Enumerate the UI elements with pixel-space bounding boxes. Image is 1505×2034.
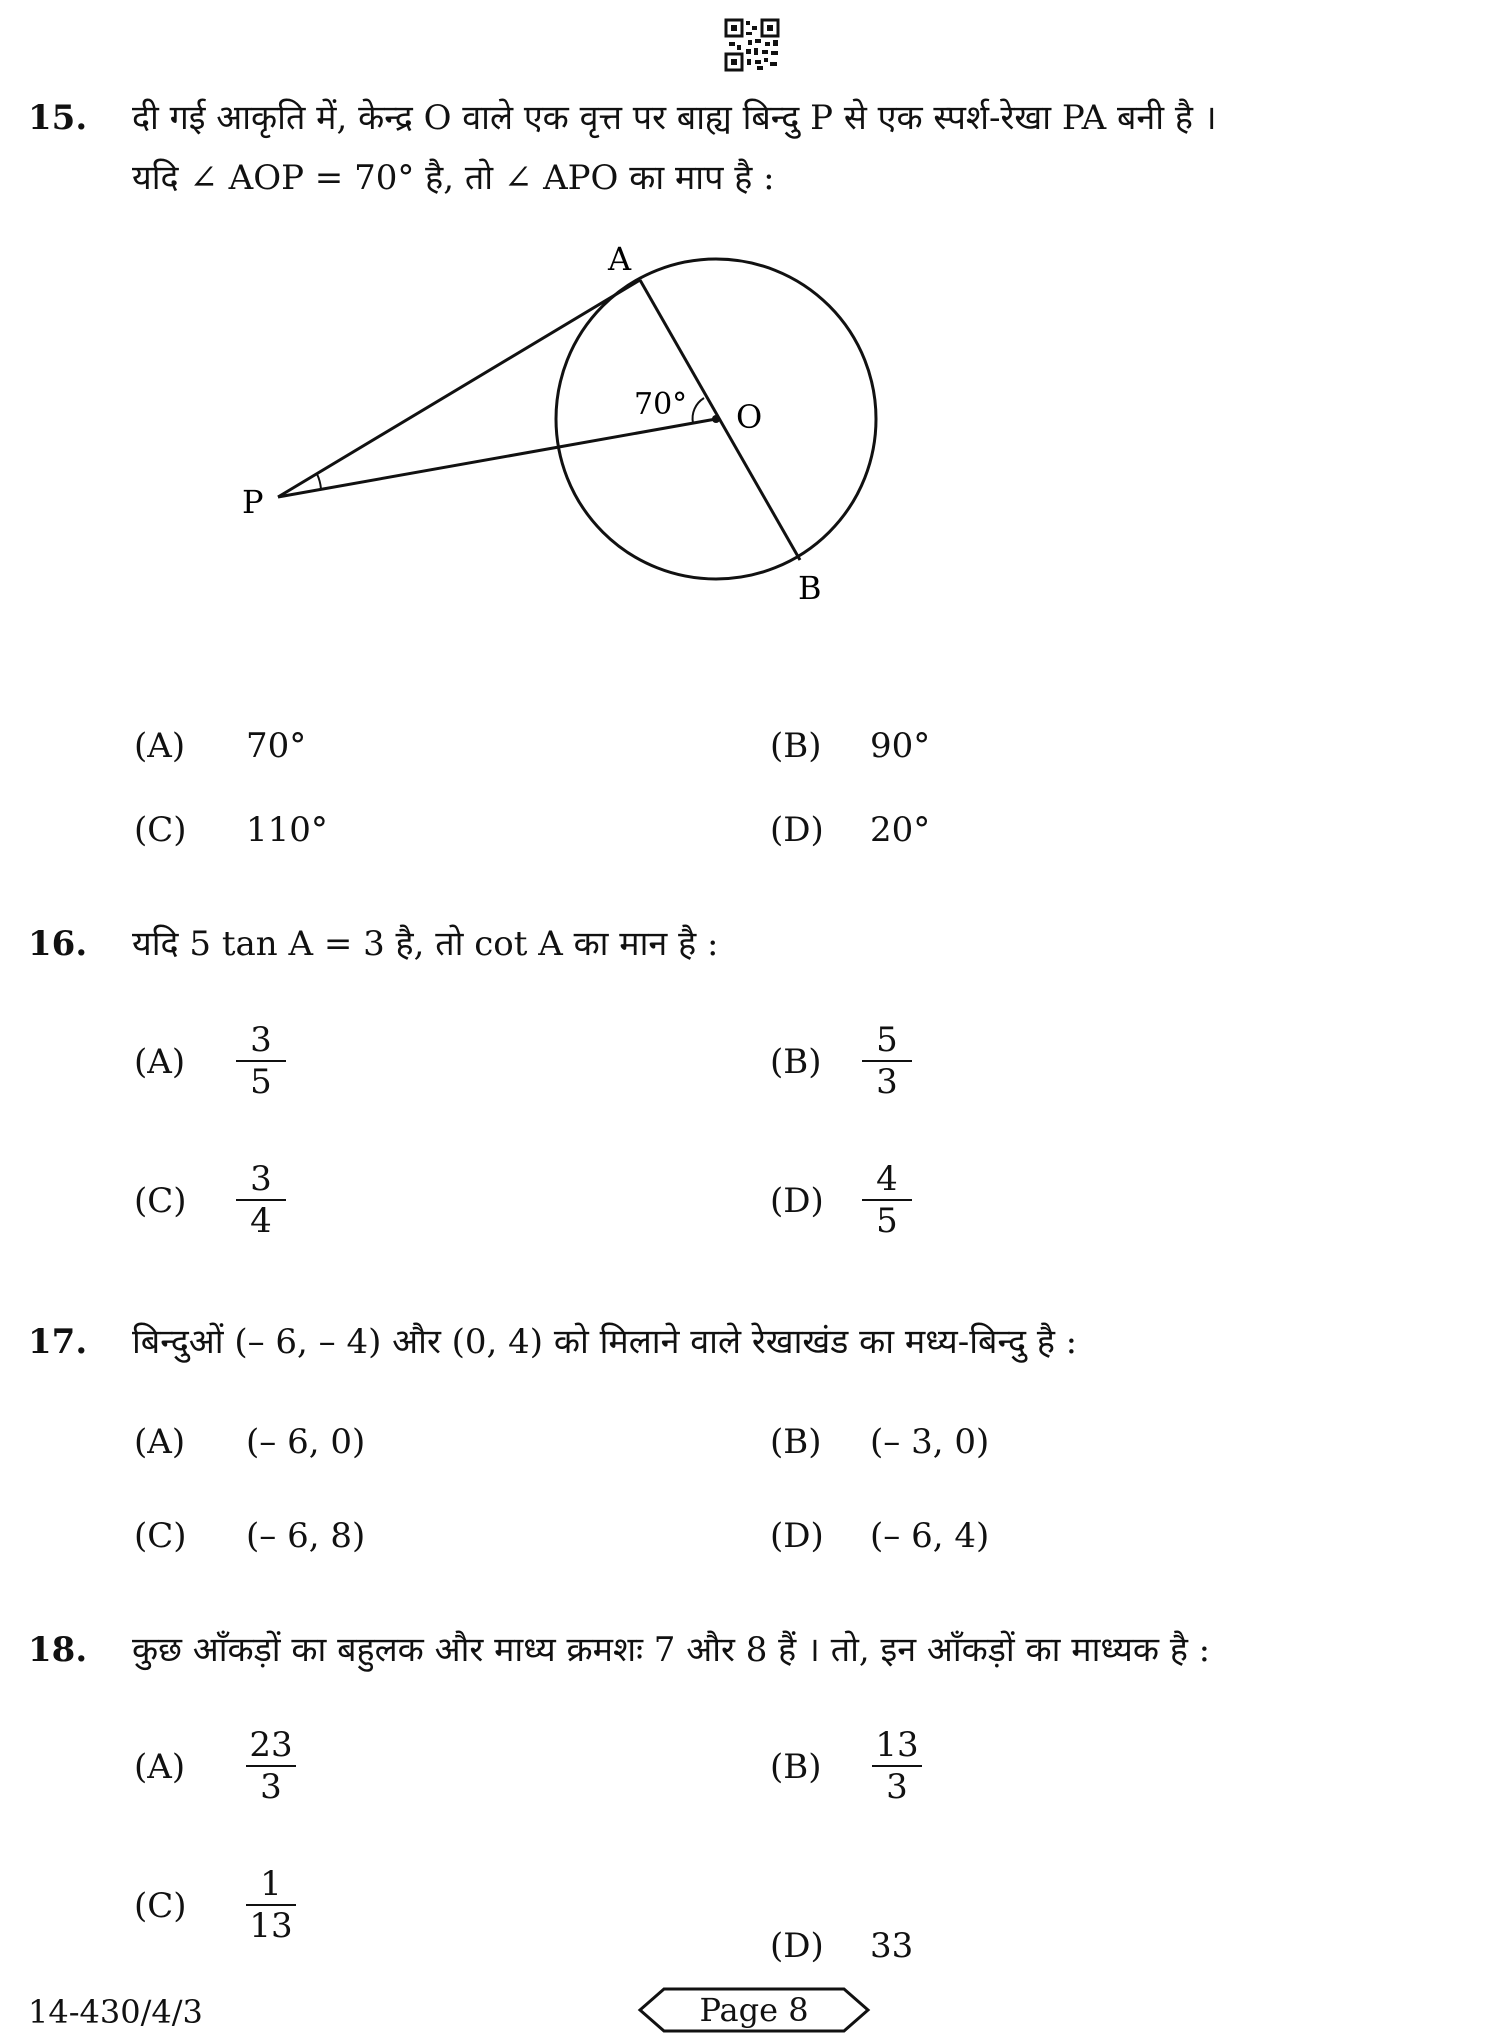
option-17-a xyxy=(134,1402,694,1482)
question-number: 17. xyxy=(28,1322,88,1362)
fraction xyxy=(872,1727,922,1805)
option-18-d xyxy=(770,1866,1330,1966)
fraction xyxy=(246,1866,296,1944)
option-18-c xyxy=(134,1866,694,1946)
option-15-a xyxy=(134,706,694,786)
page-number: Page 8 xyxy=(699,1991,809,2029)
denominator: 5 xyxy=(876,1201,898,1241)
option-label: (A) xyxy=(134,1042,186,1082)
fraction xyxy=(862,1022,912,1100)
option-17-b xyxy=(770,1402,1330,1482)
option-value: (– 6, 4) xyxy=(870,1516,990,1556)
option-17-d xyxy=(770,1496,1330,1576)
option-18-a xyxy=(134,1727,694,1807)
option-label: (C) xyxy=(134,1516,187,1556)
denominator: 3 xyxy=(876,1062,898,1102)
option-17-c xyxy=(134,1496,694,1576)
option-label: (A) xyxy=(134,726,186,766)
tangent-circle-figure xyxy=(200,230,920,620)
label-o: O xyxy=(736,398,763,436)
angle-arc-apo xyxy=(317,474,321,489)
question-18 xyxy=(28,1620,1468,1680)
fraction xyxy=(862,1161,912,1239)
option-label: (A) xyxy=(134,1422,186,1462)
numerator: 3 xyxy=(250,1159,272,1199)
option-value: (– 6, 8) xyxy=(246,1516,366,1556)
question-text-line2: यदि ∠ AOP = 70° है, तो ∠ APO का माप है : xyxy=(132,158,775,198)
option-label: (C) xyxy=(134,810,187,850)
question-text: कुछ आँकड़ों का बहुलक और माध्य क्रमशः 7 और 8 हैं । तो, इन आँकड़ों का माध्यक है : xyxy=(132,1630,1211,1670)
option-value: (– 6, 0) xyxy=(246,1422,366,1462)
question-16 xyxy=(28,914,1468,974)
angle-label: 70° xyxy=(634,387,688,422)
option-value: 70° xyxy=(246,726,307,766)
denominator: 3 xyxy=(260,1767,282,1807)
question-17 xyxy=(28,1312,1468,1372)
option-label: (C) xyxy=(134,1181,187,1221)
numerator: 3 xyxy=(250,1020,272,1060)
question-number: 15. xyxy=(28,98,88,138)
option-16-b xyxy=(770,1022,1330,1102)
option-15-b xyxy=(770,706,1330,786)
denominator: 5 xyxy=(250,1062,272,1102)
option-15-d xyxy=(770,790,1330,870)
option-label: (C) xyxy=(134,1886,187,1926)
option-value: (– 3, 0) xyxy=(870,1422,990,1462)
numerator: 5 xyxy=(876,1020,898,1060)
option-18-b xyxy=(770,1727,1330,1807)
question-text: यदि 5 tan A = 3 है, तो cot A का मान है : xyxy=(132,924,719,964)
option-value: 33 xyxy=(870,1926,914,1966)
question-number: 16. xyxy=(28,924,88,964)
label-b: B xyxy=(798,569,822,607)
center-point xyxy=(712,415,720,423)
question-text-line1: दी गई आकृति में, केन्द्र O वाले एक वृत्त पर बाह्य बिन्दु P से एक स्पर्श-रेखा PA बनी है । xyxy=(132,98,1217,138)
label-p: P xyxy=(242,483,264,521)
fraction xyxy=(246,1727,296,1805)
label-a: A xyxy=(608,240,632,278)
numerator: 23 xyxy=(249,1725,293,1765)
question-text: बिन्दुओं (– 6, – 4) और (0, 4) को मिलाने वाले रेखाखंड का मध्य-बिन्दु है : xyxy=(132,1322,1078,1362)
angle-arc-aop xyxy=(693,398,704,423)
option-label: (B) xyxy=(770,1042,822,1082)
question-number: 18. xyxy=(28,1630,88,1670)
option-label: (D) xyxy=(770,1926,824,1966)
option-value: 110° xyxy=(246,810,328,850)
option-15-c xyxy=(134,790,694,870)
option-label: (A) xyxy=(134,1747,186,1787)
option-label: (B) xyxy=(770,1422,822,1462)
numerator: 4 xyxy=(876,1159,898,1199)
numerator: 13 xyxy=(875,1725,919,1765)
fraction xyxy=(236,1161,286,1239)
option-value: 90° xyxy=(870,726,931,766)
option-16-c xyxy=(134,1161,694,1241)
option-label: (D) xyxy=(770,810,824,850)
option-label: (D) xyxy=(770,1181,824,1221)
denominator: 13 xyxy=(249,1906,293,1946)
option-value: 20° xyxy=(870,810,931,850)
paper-code: 14-430/4/3 xyxy=(28,1993,203,2031)
fraction xyxy=(236,1022,286,1100)
option-label: (D) xyxy=(770,1516,824,1556)
option-16-d xyxy=(770,1161,1330,1241)
question-15 xyxy=(28,88,1468,208)
option-16-a xyxy=(134,1022,694,1102)
numerator: 1 xyxy=(260,1864,282,1904)
option-label: (B) xyxy=(770,726,822,766)
denominator: 4 xyxy=(250,1201,272,1241)
qr-code xyxy=(724,18,780,72)
option-label: (B) xyxy=(770,1747,822,1787)
denominator: 3 xyxy=(886,1767,908,1807)
page-number-tag xyxy=(636,1986,872,2034)
